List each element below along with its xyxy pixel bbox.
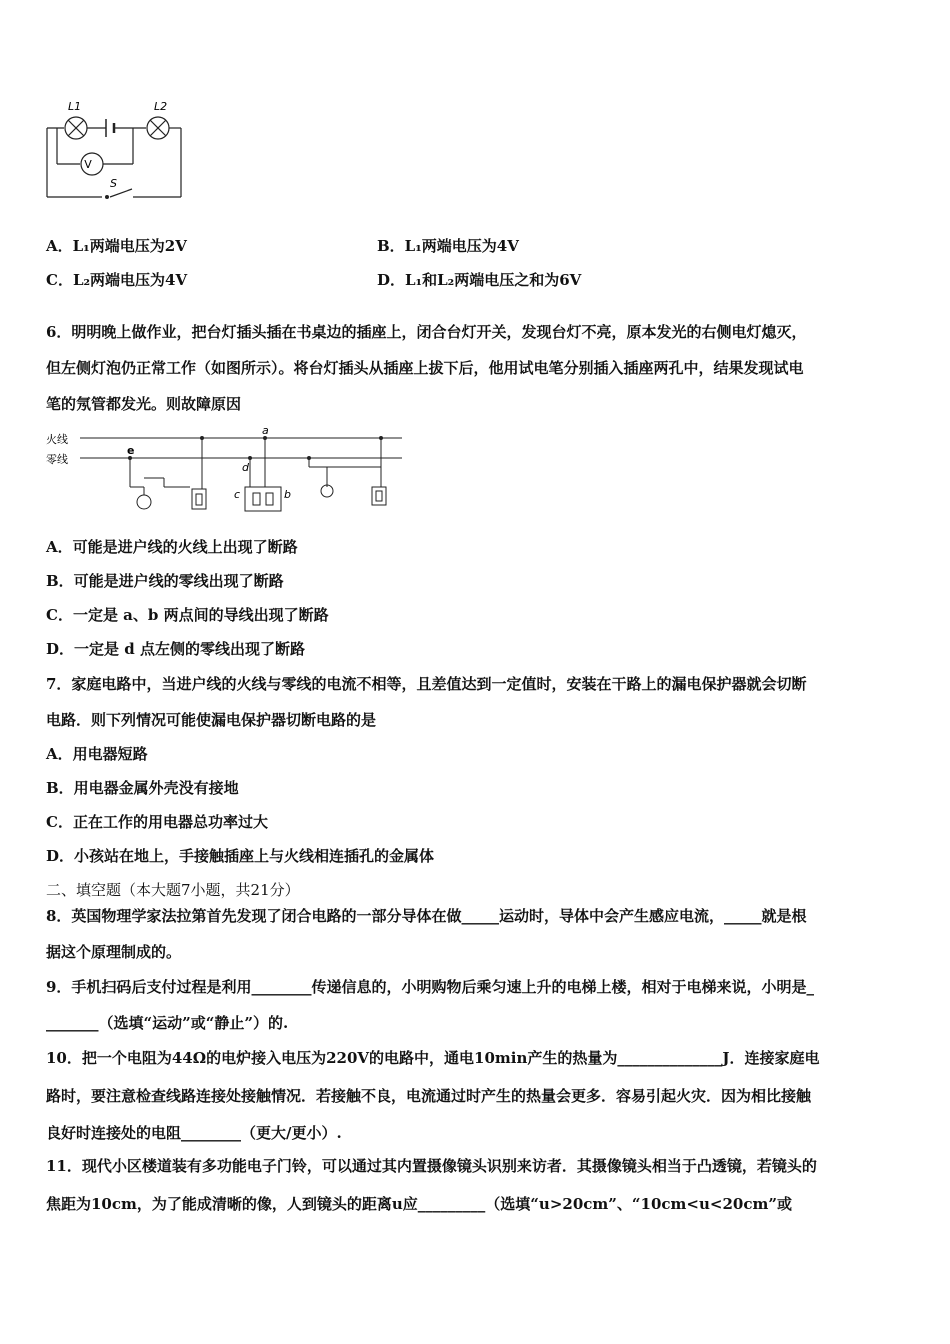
q9-line1: 9．手机扫码后支付过程是利用________传递信息的，小明购物后乘匀速上升的电梯上楼，相对于电梯来说，小明是_ [46,978,814,996]
q10-line3: 良好时连接处的电阻________（更大/更小）. [46,1124,342,1142]
q6-option-a: A．可能是进户线的火线上出现了断路 [46,538,298,556]
left-outlet-icon [192,489,206,509]
zero-line-label: 零线 [46,453,68,466]
q8-line1: 8．英国物理学家法拉第首先发现了闭合电路的一部分导体在做_____运动时，导体中会产生感应电流，_____就是根 [46,907,807,925]
point-d-label: d [242,461,249,474]
q6-option-b: B．可能是进户线的零线出现了断路 [46,572,284,590]
q11-line2: 焦距为10cm，为了能成清晰的像，人到镜头的距离u应_________（选填“u>20cm”、“10cm<u<20cm”或 [46,1195,792,1213]
q10-line1: 10．把一个电阻为44Ω的电炉接入电压为220V的电路中，通电10min产生的热量为______________J．连接家庭电 [46,1049,820,1067]
q6-option-d: D．一定是 d 点左侧的零线出现了断路 [46,640,305,658]
section-heading: 二、填空题（本大题7小题，共21分） [46,881,300,899]
point-c-label: c [234,488,241,501]
q5-option-b: B．L₁两端电压为4V [377,237,519,255]
q5-option-d: D．L₁和L₂两端电压之和为6V [377,271,582,289]
q9-line2: _______（选填“运动”或“静止”）的. [46,1014,289,1032]
socket-icon [245,487,281,511]
left-lamp-icon [137,495,151,509]
q6-option-c: C．一定是 a、b 两点间的导线出现了断路 [46,606,329,624]
fire-line-label: 火线 [46,433,68,446]
q10-line2: 路时，要注意检查线路连接处接触情况．若接触不良，电流通过时产生的热量会更多．容易引起火灾．因为相比接触 [46,1087,812,1105]
switch-label: S [110,177,117,190]
right-switch-icon [372,487,386,505]
voltmeter-label: V [84,158,92,171]
q7-option-b: B．用电器金属外壳没有接地 [46,779,239,797]
q6-stem-line3: 笔的氖管都发光。则故障原因 [46,395,242,413]
q11-line1: 11．现代小区楼道装有多功能电子门铃，可以通过其内置摄像镜头识别来访者．其摄像镜头相当于凸透镜，若镜头的 [46,1157,817,1175]
l2-label: L2 [154,100,168,113]
q7-option-c: C．正在工作的用电器总功率过大 [46,813,268,831]
circuit-figure-2 [44,425,409,520]
circuit-figure-1 [40,95,190,205]
q7-stem-line2: 电路．则下列情况可能使漏电保护器切断电路的是 [46,711,377,729]
q6-stem-line2: 但左侧灯泡仍正常工作（如图所示）。将台灯插头从插座上拔下后，他用试电笔分别插入插座两孔中，结果发现试电 [46,359,804,377]
q7-option-a: A．用电器短路 [46,745,148,763]
q5-option-c: C．L₂两端电压为4V [46,271,188,289]
point-a-label: a [262,425,269,437]
switch-icon [110,189,132,197]
point-b-label: b [284,488,291,501]
q5-option-a: A．L₁两端电压为2V [46,237,187,255]
l1-label: L1 [68,100,82,113]
point-e-label: e [127,444,135,457]
q7-stem-line1: 7．家庭电路中，当进户线的火线与零线的电流不相等，且差值达到一定值时，安装在干路上的漏电保护器就会切断 [46,675,807,693]
q8-line2: 据这个原理制成的。 [46,943,182,961]
q7-option-d: D．小孩站在地上，手接触插座上与火线相连插孔的金属体 [46,847,435,865]
q6-stem-line1: 6．明明晚上做作业，把台灯插头插在书桌边的插座上，闭合台灯开关，发现台灯不亮，原本发光的右侧电灯熄灭， [46,323,807,341]
